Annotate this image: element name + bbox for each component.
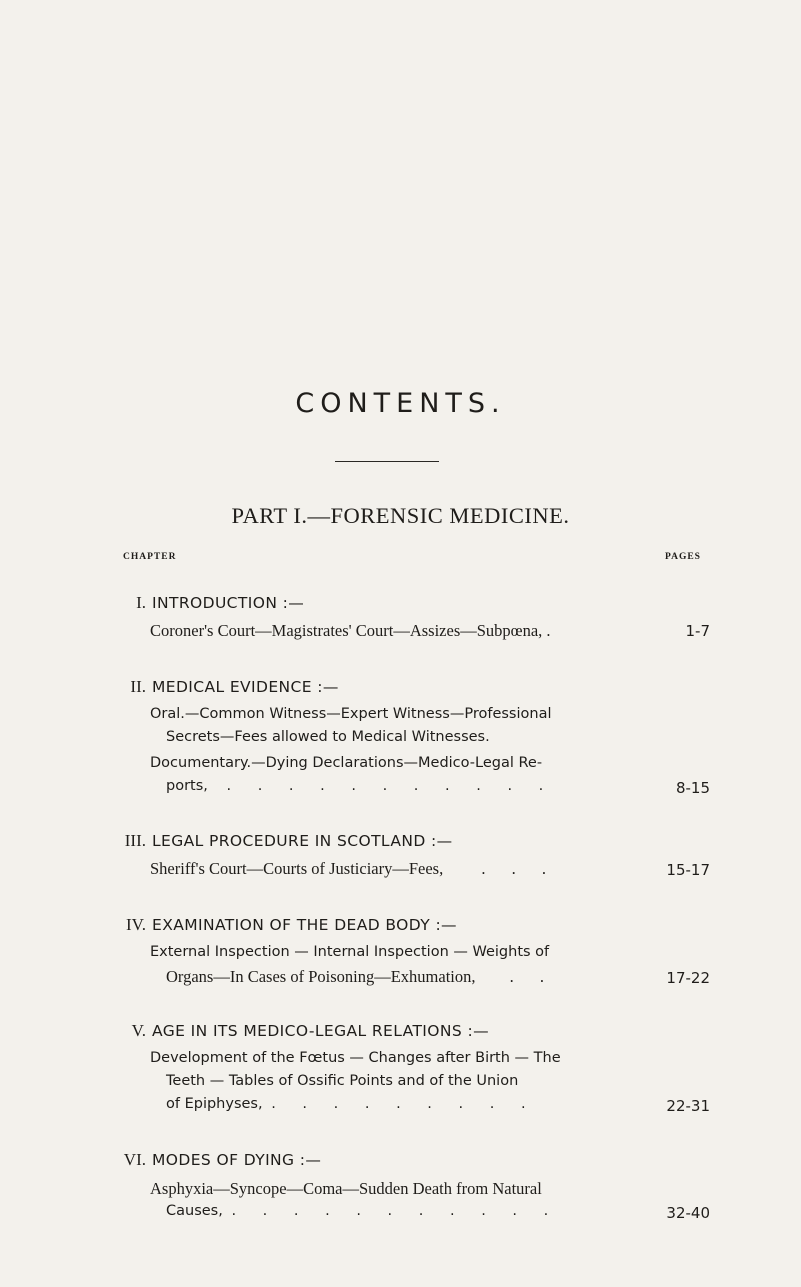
chapter-line: Oral.—Common Witness—Expert Witness—Professional (150, 706, 552, 722)
chapter-line (166, 967, 555, 987)
line-text: Organs—In Cases of Poisoning—Exhumation, (166, 967, 476, 986)
chapter-line: External Inspection — Internal Inspection — Weights of (150, 944, 550, 960)
chapter-line: Coroner's Court—Magistrates' Court—Assizes—Subpœna, . (150, 621, 551, 640)
pages-column-header: PAGES (665, 552, 701, 562)
line-text: Sheriff's Court—Courts of Justiciary—Fees, (150, 859, 444, 878)
chapter-heading (120, 831, 453, 851)
dot-leader: . . . . . . . . . . . (226, 778, 555, 794)
chapter-number: VI. (123, 1150, 146, 1169)
chapter-title: LEGAL PROCEDURE IN SCOTLAND :— (152, 832, 453, 850)
title-rule (335, 461, 439, 462)
chapter-number: IV. (126, 915, 146, 934)
chapter-title: INTRODUCTION :— (152, 594, 305, 612)
chapter-title: MODES OF DYING :— (152, 1151, 322, 1169)
chapter-line (166, 1203, 559, 1219)
chapter-line (166, 1096, 537, 1112)
chapter-line: Development of the Fœtus — Changes after Birth — The (150, 1050, 561, 1066)
chapter-line: Documentary.—Dying Declarations—Medico-Legal Re- (150, 755, 543, 771)
dot-leader: . . . (481, 859, 557, 878)
chapter-line: Asphyxia—Syncope—Coma—Sudden Death from Natural (150, 1179, 542, 1198)
chapter-pages: 1-7 (685, 622, 710, 640)
chapter-line: Secrets—Fees allowed to Medical Witnesses. (166, 729, 490, 745)
chapter-heading (120, 915, 457, 935)
chapter-heading (120, 1150, 321, 1170)
chapter-number: III. (124, 831, 146, 850)
dot-leader: . . . . . . . . . . . (231, 1203, 560, 1219)
line-text: of Epiphyses, (166, 1096, 263, 1112)
chapter-heading (120, 677, 339, 697)
chapter-line: Teeth — Tables of Ossific Points and of the Union (166, 1073, 519, 1089)
line-text: ports, (166, 778, 208, 794)
chapter-line (150, 859, 557, 879)
chapter-pages: 15-17 (666, 861, 710, 879)
chapter-number: I. (136, 593, 146, 612)
chapter-number: V. (131, 1021, 146, 1040)
chapter-column-header: CHAPTER (123, 552, 177, 562)
line-text: Causes, (166, 1203, 223, 1219)
part-heading: PART I.—FORENSIC MEDICINE. (231, 503, 570, 528)
chapter-pages: 17-22 (666, 969, 710, 987)
chapter-pages: 8-15 (675, 779, 710, 797)
dot-leader: . . (509, 967, 556, 986)
chapter-title: EXAMINATION OF THE DEAD BODY :— (152, 916, 457, 934)
chapter-pages: 22-31 (666, 1097, 710, 1115)
chapter-pages: 32-40 (666, 1204, 710, 1222)
chapter-title: AGE IN ITS MEDICO-LEGAL RELATIONS :— (152, 1022, 489, 1040)
page-title: CONTENTS. (295, 388, 506, 419)
chapter-heading (120, 1021, 489, 1041)
chapter-heading (120, 593, 304, 613)
chapter-line (166, 778, 554, 794)
chapter-title: MEDICAL EVIDENCE :— (152, 678, 339, 696)
chapter-number: II. (130, 677, 146, 696)
dot-leader: . . . . . . . . . (271, 1096, 537, 1112)
